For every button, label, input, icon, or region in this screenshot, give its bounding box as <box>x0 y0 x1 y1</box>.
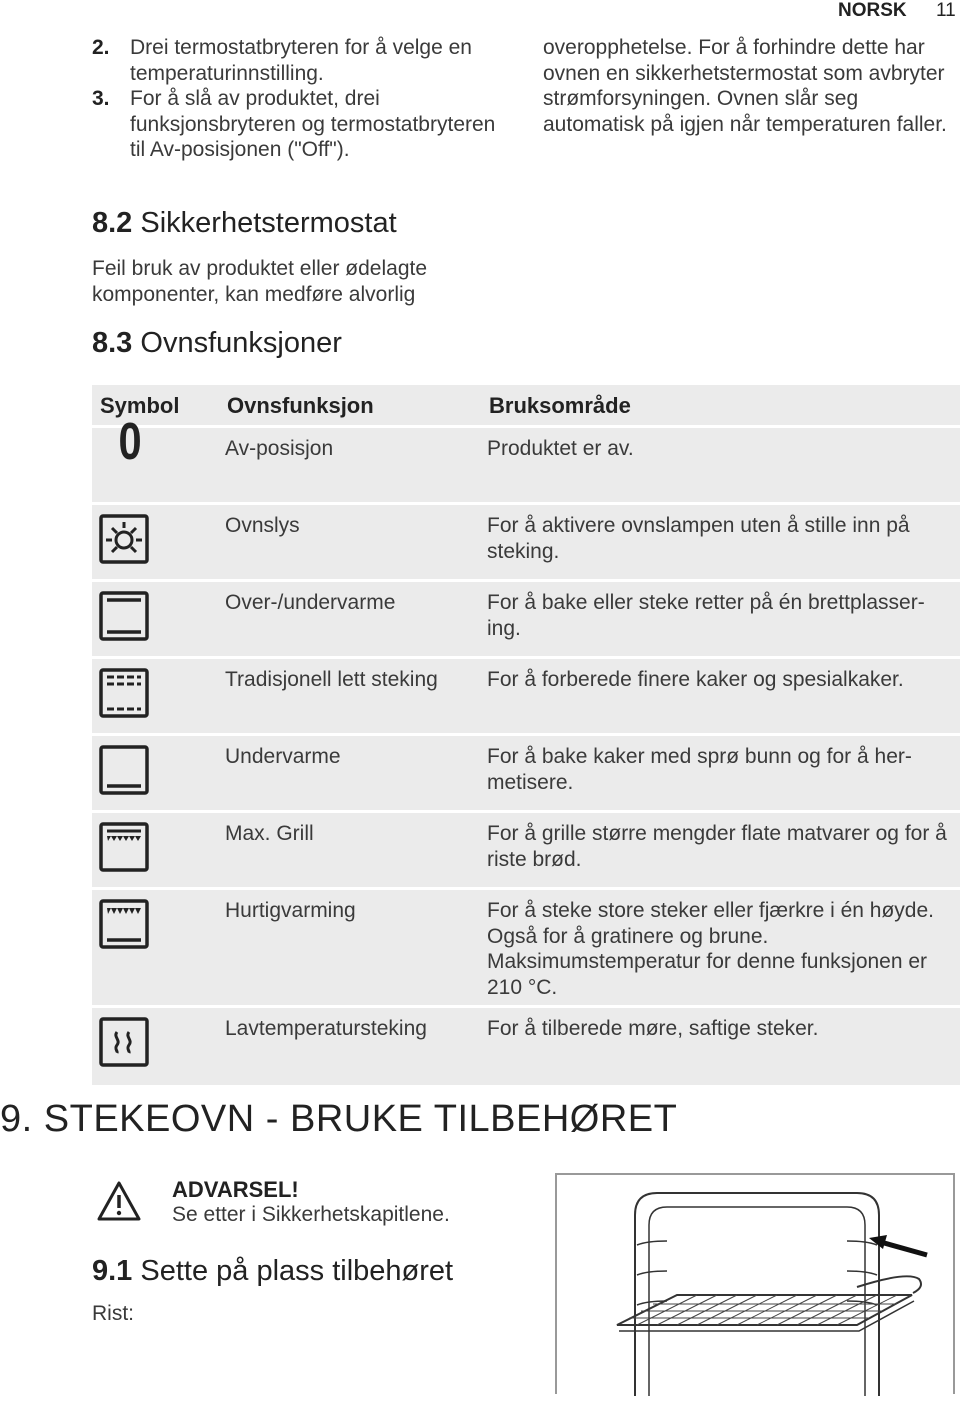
symbol-cell <box>92 504 219 581</box>
column-header: Ovnsfunksjon <box>219 385 481 427</box>
symbol-cell <box>92 812 219 889</box>
oven-rack-drawing <box>557 1175 953 1396</box>
table-row <box>92 1007 960 1085</box>
function-cell: Max. Grill <box>219 812 481 889</box>
column-header: Bruksområde <box>481 385 960 427</box>
function-cell: Over-/undervarme <box>219 581 481 658</box>
section-title: Ovnsfunksjoner <box>140 327 342 359</box>
table-row <box>92 658 960 735</box>
table-header-row <box>92 385 960 427</box>
page-number: 11 <box>936 0 956 21</box>
list-item <box>92 86 512 163</box>
symbol-cell <box>92 581 219 658</box>
function-cell: Hurtigvarming <box>219 889 481 1007</box>
chapter-number: 9. <box>0 1098 33 1140</box>
section-number: 8.3 <box>92 327 133 359</box>
fast-heating-icon <box>98 898 150 950</box>
symbol-cell <box>92 889 219 1007</box>
usage-cell: For å bake eller steke retter på én brettplasser-ing. <box>481 581 960 658</box>
warning-text: Se etter i Sikkerhetskapitlene. <box>172 1203 450 1226</box>
symbol-cell <box>92 1007 219 1085</box>
usage-cell: Produktet er av. <box>481 427 960 504</box>
chapter-heading <box>0 1098 677 1141</box>
warning-title: ADVARSEL! <box>172 1177 299 1202</box>
table-row <box>92 889 960 1007</box>
step-text: For å slå av produktet, drei funksjonsbryteren og termostatbryteren til Av-posisjonen ("Off"). <box>130 87 496 161</box>
section-number: 8.2 <box>92 207 133 239</box>
function-cell: Undervarme <box>219 735 481 812</box>
symbol-cell <box>92 735 219 812</box>
oven-functions-table <box>92 385 960 1085</box>
table-row <box>92 427 960 504</box>
chapter-title: STEKEOVN - BRUKE TILBEHØRET <box>43 1098 678 1140</box>
section-number: 9.1 <box>92 1255 133 1287</box>
table-row <box>92 812 960 889</box>
section-heading <box>92 1255 453 1288</box>
step-text: Drei termostatbryteren for å velge en temperaturinnstilling. <box>130 36 472 85</box>
low-temp-icon <box>98 1016 150 1068</box>
section-heading <box>92 207 397 240</box>
usage-cell: For å tilberede møre, saftige steker. <box>487 1017 819 1040</box>
table-row <box>92 504 960 581</box>
usage-cell: For å grille større mengder flate matvarer og for å riste brød. <box>481 812 960 889</box>
function-cell: Av-posisjon <box>219 427 481 504</box>
max-grill-icon <box>98 821 150 873</box>
warning-icon <box>96 1180 142 1222</box>
table-row <box>92 735 960 812</box>
symbol-cell <box>92 658 219 735</box>
usage-cell: For å steke store steker eller fjærkre i én høyde. Også for å gratinere og brune. Maksimumstemperatur for denne funksjonen er 210 °C. <box>481 889 960 1007</box>
step-number: 2. <box>92 36 110 59</box>
function-cell: Lavtemperatursteking <box>225 1017 427 1040</box>
step-number: 3. <box>92 87 110 110</box>
usage-cell: For å aktivere ovnslampen uten å stille inn på steking. <box>481 504 960 581</box>
oven-light-icon <box>98 513 150 565</box>
function-cell: Tradisjonell lett steking <box>219 658 481 735</box>
light-baking-icon <box>98 667 150 719</box>
function-cell: Ovnslys <box>219 504 481 581</box>
section-heading <box>92 327 342 360</box>
right-column-text: overopphetelse. For å forhindre dette har ovnen en sikkerhetstermostat som avbryter strømforsyningen. Ovnen slår seg automatisk på igjen når temperaturen faller. <box>543 36 947 136</box>
list-item <box>92 35 512 86</box>
bottom-heat-icon <box>98 744 150 796</box>
zero-icon: 0 <box>118 413 142 471</box>
top-bottom-heat-icon <box>98 590 150 642</box>
oven-rack-illustration <box>555 1173 955 1394</box>
table-row <box>92 581 960 658</box>
section-label: Rist: <box>92 1302 134 1325</box>
usage-cell: For å forberede finere kaker og spesialkaker. <box>481 658 960 735</box>
header-language: NORSK <box>838 0 907 21</box>
usage-cell: For å bake kaker med sprø bunn og for å her-metisere. <box>481 735 960 812</box>
symbol-cell <box>92 413 219 504</box>
section-title: Sette på plass tilbehøret <box>140 1255 454 1287</box>
column-header: Symbol <box>92 385 219 427</box>
section-text: Feil bruk av produktet eller ødelagte komponenter, kan medføre alvorlig <box>92 257 428 306</box>
section-title: Sikkerhetstermostat <box>140 207 397 239</box>
steps-list <box>92 35 512 163</box>
